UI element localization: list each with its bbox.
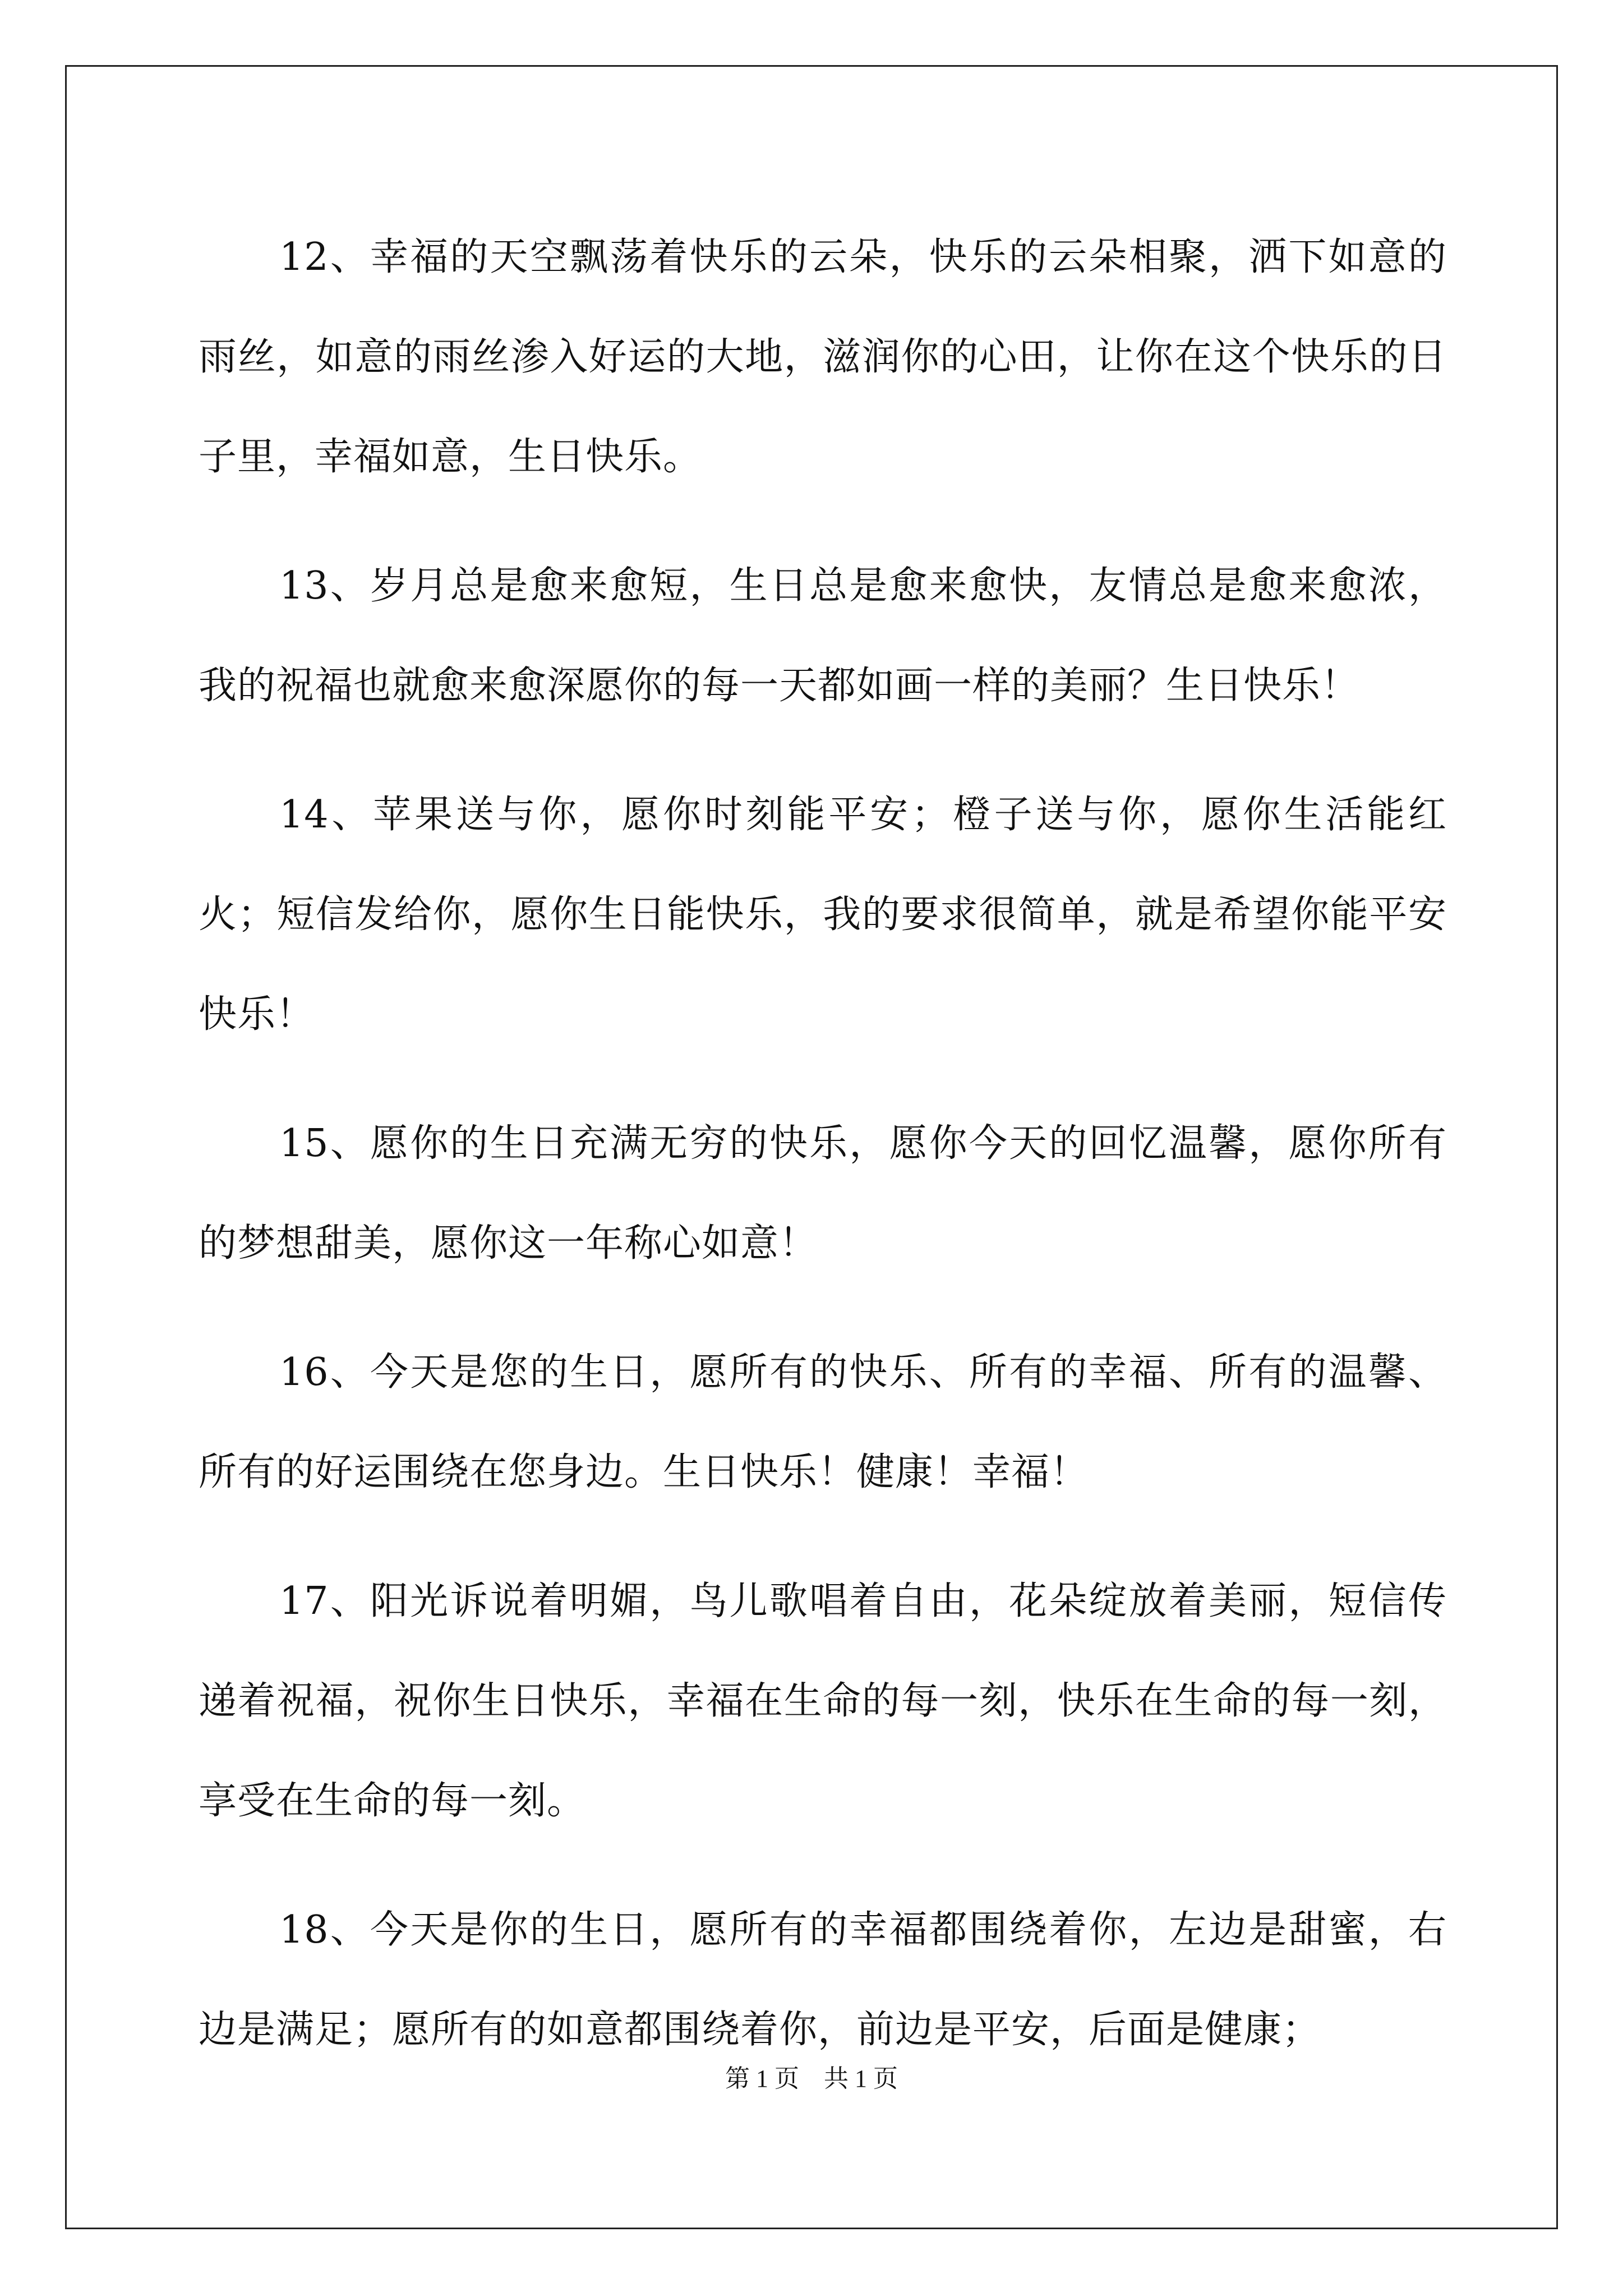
paragraph-18: 18、今天是你的生日，愿所有的幸福都围绕着你，左边是甜蜜，右边是满足；愿所有的如意都围绕着你，前边是平安，后面是健康；	[199, 1908, 1447, 2052]
paragraph-16: 16、今天是您的生日，愿所有的快乐、所有的幸福、所有的温馨、所有的好运围绕在您身边。生日快乐！健康！幸福！	[199, 1350, 1447, 1494]
document-body	[199, 208, 1447, 2109]
paragraph-12: 12、幸福的天空飘荡着快乐的云朵，快乐的云朵相聚，洒下如意的雨丝，如意的雨丝渗入好运的大地，滋润你的心田，让你在这个快乐的日子里，幸福如意，生日快乐。	[199, 235, 1447, 479]
paragraph-14: 14、苹果送与你，愿你时刻能平安；橙子送与你，愿你生活能红火；短信发给你，愿你生日能快乐，我的要求很简单，就是希望你能平安快乐！	[199, 793, 1447, 1037]
paragraph-13: 13、岁月总是愈来愈短，生日总是愈来愈快，友情总是愈来愈浓，我的祝福也就愈来愈深愿你的每一天都如画一样的美丽？生日快乐！	[199, 564, 1447, 708]
paragraph-15: 15、愿你的生日充满无穷的快乐，愿你今天的回忆温馨，愿你所有的梦想甜美，愿你这一年称心如意！	[199, 1121, 1447, 1266]
page-footer: 第 1 页 共 1 页	[725, 2065, 898, 2092]
paragraph-17: 17、阳光诉说着明媚，鸟儿歌唱着自由，花朵绽放着美丽，短信传递着祝福，祝你生日快乐，幸福在生命的每一刻，快乐在生命的每一刻，享受在生命的每一刻。	[199, 1579, 1447, 1823]
